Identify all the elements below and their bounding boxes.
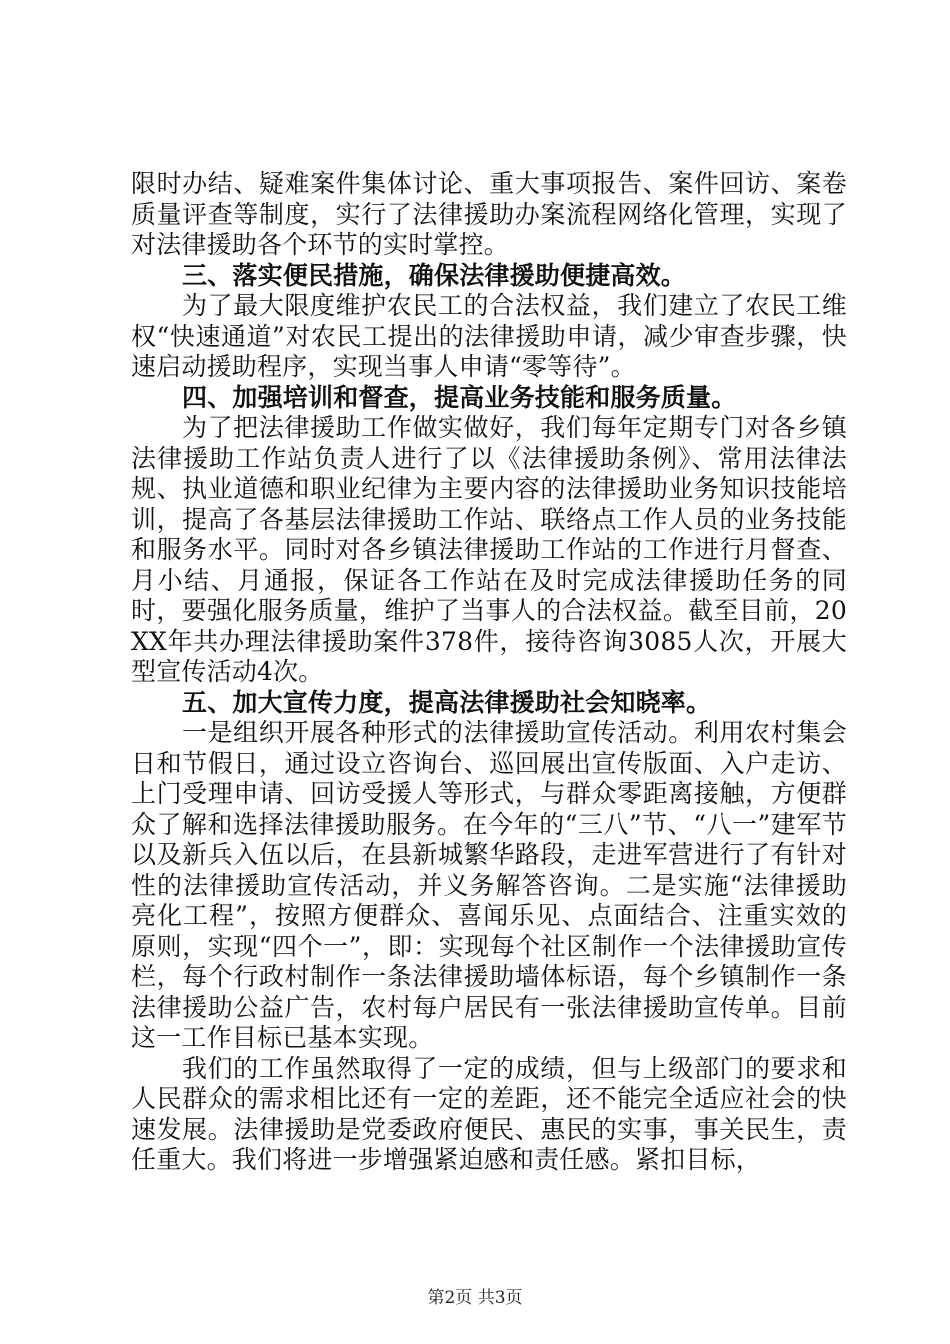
paragraph-continuation: 限时办结、疑难案件集体讨论、重大事项报告、案件回访、案卷质量评查等制度，实行了法律援助办案流程网络化管理，实现了对法律援助各个环节的实时掌控。 <box>131 169 847 259</box>
paragraph-training-supervision: 为了把法律援助工作做实做好，我们每年定期专门对各乡镇法律援助工作站负责人进行了以《法律援助条例》、常用法律法规、执业道德和职业纪律为主要内容的法律援助业务知识技能培训，提高了各基层法律援助工作站、联络点工作人员的业务技能和服务水平。同时对各乡镇法律援助工作站的工作进行月督查、月小结、月通报，保证各工作站在及时完成法律援助任务的同时，要强化服务质量，维护了当事人的合法权益。截至目前，20XX年共办理法律援助案件378件，接待咨询3085人次，开展大型宣传活动4次。 <box>131 413 847 686</box>
section-heading-3: 三、落实便民措施，确保法律援助便捷高效。 <box>182 260 687 290</box>
document-body <box>131 169 847 1176</box>
page-footer: 第2页 共3页 <box>427 1288 523 1308</box>
section-heading-4: 四、加强培训和督查，提高业务技能和服务质量。 <box>182 382 737 412</box>
paragraph-publicity: 一是组织开展各种形式的法律援助宣传活动。利用农村集会日和节假日，通过设立咨询台、巡回展出宣传版面、入户走访、上门受理申请、回访受援人等形式，与群众零距离接触，方便群众了解和选择法律援助服务。在今年的“三八”节、“八一”建军节以及新兵入伍以后，在县新城繁华路段，走进军营进行了有针对性的法律援助宣传活动，并义务解答咨询。二是实施“法律援助亮化工程”，按照方便群众、喜闻乐见、点面结合、注重实效的原则，实现“四个一”，即：实现每个社区制作一个法律援助宣传栏，每个行政村制作一条法律援助墙体标语，每个乡镇制作一条法律援助公益广告，农村每户居民有一张法律援助宣传单。目前这一工作目标已基本实现。 <box>131 718 847 1052</box>
paragraph-migrant-workers: 为了最大限度维护农民工的合法权益，我们建立了农民工维权“快速通道”对农民工提出的法律援助申请，减少审查步骤，快速启动援助程序，实现当事人申请“零等待”。 <box>131 291 847 381</box>
section-heading-5: 五、加大宣传力度，提高法律援助社会知晓率。 <box>182 687 712 717</box>
paragraph-conclusion: 我们的工作虽然取得了一定的成绩，但与上级部门的要求和人民群众的需求相比还有一定的差距，还不能完全适应社会的快速发展。法律援助是党委政府便民、惠民的实事，事关民生，责任重大。我们将进一步增强紧迫感和责任感。紧扣目标， <box>131 1053 847 1174</box>
